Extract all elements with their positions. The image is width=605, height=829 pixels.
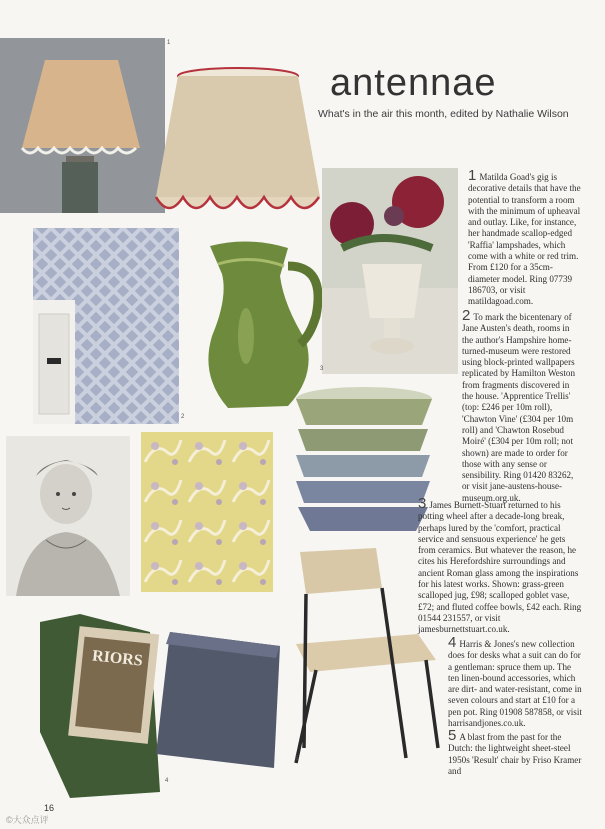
fluted-bowls-photo	[288, 385, 438, 535]
article-item-2	[462, 307, 582, 504]
vine-wallpaper-photo	[141, 432, 273, 592]
item-text: Matilda Goad's gig is decorative details that have the potential to transform a room with the minimum of upheaval and outlay. Like, for instance, her handmade scallop-edged 'Raffia' lampshades, which come with a white or red trim. From £120 for a 35cm-diameter model. Ring 07739 186703, or visit matildagoad.com.	[468, 172, 581, 307]
figure-number: 3	[320, 366, 324, 372]
lamp-photo	[0, 38, 165, 213]
figure-number: 1	[167, 40, 171, 46]
item-number: 3	[418, 495, 427, 512]
dahlia-vase-photo	[322, 168, 458, 374]
article-item-4	[448, 634, 583, 729]
item-text: To mark the bicentenary of Jane Austen's death, rooms in the author's Hampshire home-turned-museum were restored using block-printed wallpapers replicated by Hamilton Weston from fragments discovered in the house. 'Apprentice Trellis' (top: £246 per 10m roll), 'Chawton Vine' (£304 per 10m roll) and 'Chawton Rosebud Moiré' (£304 per 10m roll; not shown) are made to order for those with any sense or sensibility. Ring 01420 83262, or visit jane-austens-house-museum.org.uk.	[462, 312, 575, 503]
item-number: 2	[462, 307, 471, 324]
article-item-1	[468, 167, 582, 308]
page-number: 16	[44, 803, 55, 813]
raffia-lampshade-photo	[150, 62, 322, 232]
trellis-wallpaper-photo	[33, 228, 179, 424]
item-text: James Burnett-Stuart returned to his potting wheel after a decade-long break, perhaps lured by the 'comfort, practical service and sensuous experience' he gets from ceramics. But whatever the reason, he cites his Herefordshire surroundings and ancient Roman glass among the inspirations for his latest works. Shown: grass-green scalloped jug, £98; scalloped goblet vase, £72; and fluted coffee bowls, £42 each. Ring 01544 231557, or visit jamesburnettstuart.co.uk.	[418, 500, 582, 635]
magazine-cover-title: RIORS	[91, 647, 144, 670]
section-subtitle: What's in the air this month, edited by Nathalie Wilson	[318, 108, 569, 120]
figure-number: 2	[181, 414, 185, 420]
figure-number: 4	[165, 778, 169, 784]
item-number: 1	[468, 167, 477, 184]
magazine-holder-photo	[30, 612, 170, 800]
item-text: Harris & Jones's new collection does for desks what a suit can do for a gentleman: spruce them up. The ten linen-bound accessories, which are dirt- and water-resistant, come in seven colours and start at £10 for a pen pot. Ring 01908 587858, or visit harrisandjones.co.uk.	[448, 639, 582, 729]
item-number: 5	[448, 727, 457, 744]
article-item-5	[448, 727, 583, 777]
section-title: antennae	[330, 62, 497, 104]
item-text: A blast from the past for the Dutch: the lightweight sheet-steel 1950s 'Result' chair by Friso Kramer and	[448, 732, 582, 776]
figure-number: 5	[295, 756, 299, 762]
item-number: 4	[448, 634, 457, 651]
jane-austen-portrait	[6, 436, 130, 596]
watermark: ©大众点评	[6, 815, 49, 825]
linen-box-photo	[150, 622, 290, 772]
article-item-3	[418, 495, 583, 636]
